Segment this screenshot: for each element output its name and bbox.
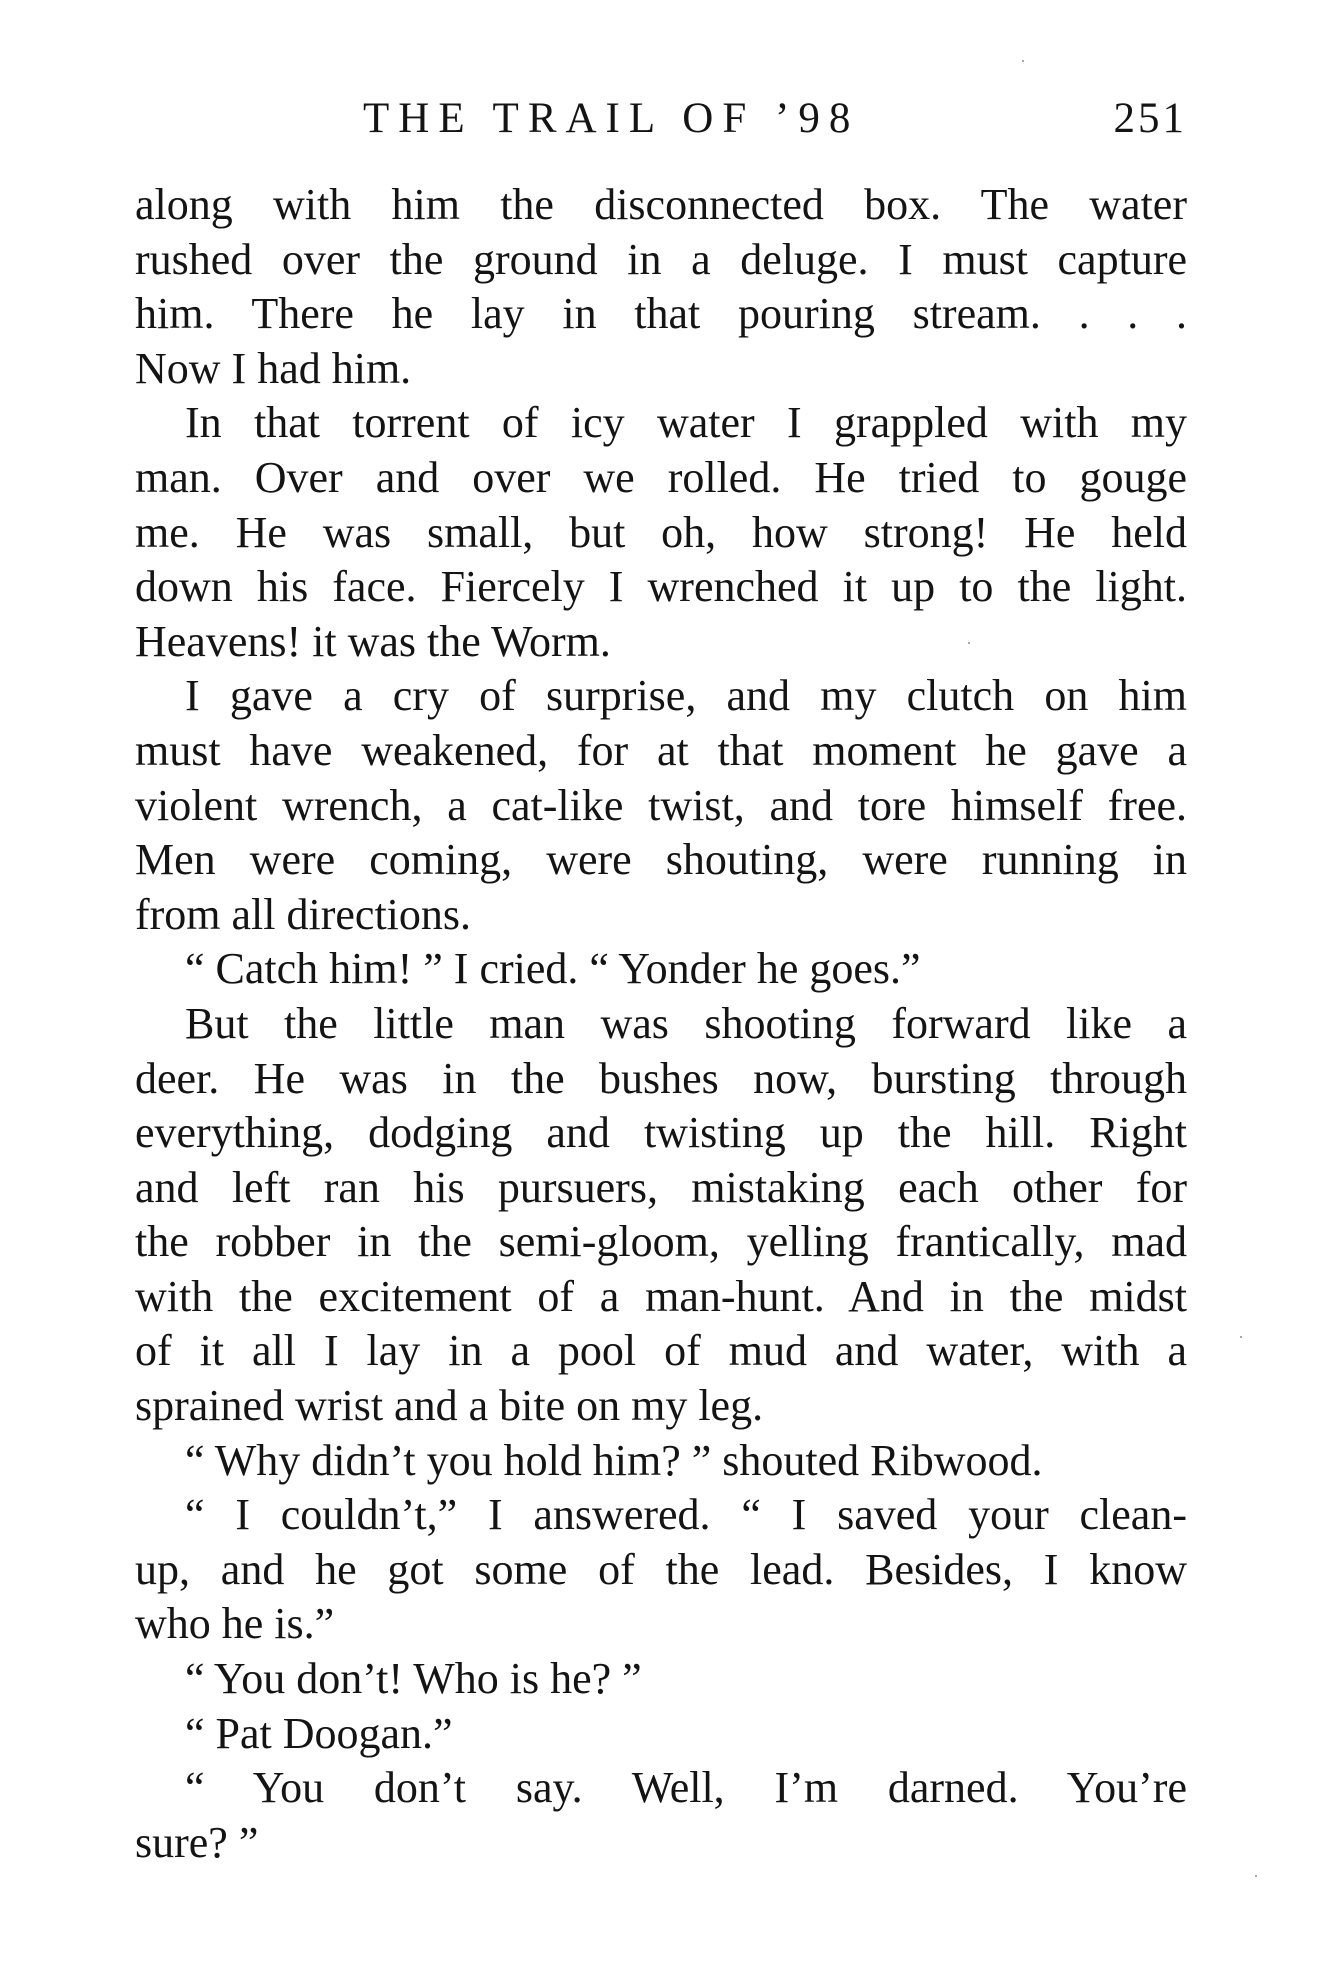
text-line: from all directions. (135, 889, 472, 939)
text-line: “ I couldn’t,” I answered. “ I saved your clean- (185, 1490, 1187, 1540)
text-line: who he is.” (135, 1599, 335, 1649)
text-line: up, and he got some of the lead. Besides, I know (135, 1544, 1187, 1594)
text-line: “ You don’t! Who is he? ” (185, 1654, 642, 1704)
text-line: sprained wrist and a bite on my leg. (135, 1381, 764, 1431)
paper-speck (968, 642, 970, 644)
body-text (135, 178, 1187, 1870)
text-line: “ You don’t say. Well, I’m darned. You’re (185, 1763, 1187, 1813)
paper-speck (1022, 60, 1024, 62)
text-line: Men were coming, were shouting, were running in (135, 835, 1187, 885)
text-line: along with him the disconnected box. The water (135, 180, 1187, 229)
text-line: man. Over and over we rolled. He tried to gouge (135, 452, 1187, 502)
running-title: THE TRAIL OF ’98 (363, 95, 860, 142)
text-line: Heavens! it was the Worm. (135, 616, 611, 666)
text-line: and left ran his pursuers, mistaking each other for (135, 1162, 1187, 1212)
text-line: Now I had him. (135, 343, 412, 393)
text-line: I gave a cry of surprise, and my clutch on him (185, 671, 1187, 721)
text-line: In that torrent of icy water I grappled with my (185, 398, 1187, 448)
text-line: me. He was small, but oh, how strong! He held (135, 507, 1187, 557)
text-line: “ Catch him! ” I cried. “ Yonder he goes.” (185, 944, 921, 994)
text-line: must have weakened, for at that moment he gave a (135, 725, 1187, 775)
text-line: deer. He was in the bushes now, bursting through (135, 1053, 1187, 1103)
text-line: him. There he lay in that pouring stream. . . . (135, 289, 1187, 339)
text-line: of it all I lay in a pool of mud and water, with a (135, 1326, 1187, 1376)
text-line: the robber in the semi-gloom, yelling frantically, mad (135, 1217, 1187, 1267)
text-line: rushed over the ground in a deluge. I must capture (135, 234, 1187, 284)
text-line: violent wrench, a cat-like twist, and tore himself free. (135, 780, 1187, 830)
text-line: everything, dodging and twisting up the hill. Right (135, 1108, 1187, 1158)
text-line: with the excitement of a man-hunt. And in the midst (135, 1271, 1187, 1321)
text-line: “ Pat Doogan.” (185, 1708, 453, 1758)
page-number: 251 (1113, 95, 1187, 142)
text-line: But the little man was shooting forward like a (185, 998, 1187, 1048)
text-line: down his face. Fiercely I wrenched it up to the light. (135, 562, 1187, 612)
running-head (135, 84, 1187, 154)
text-line: “ Why didn’t you hold him? ” shouted Ribwood. (185, 1435, 1043, 1485)
paper-speck (1255, 1875, 1257, 1877)
paper-speck (1240, 1336, 1242, 1338)
text-line: sure? ” (135, 1817, 259, 1867)
